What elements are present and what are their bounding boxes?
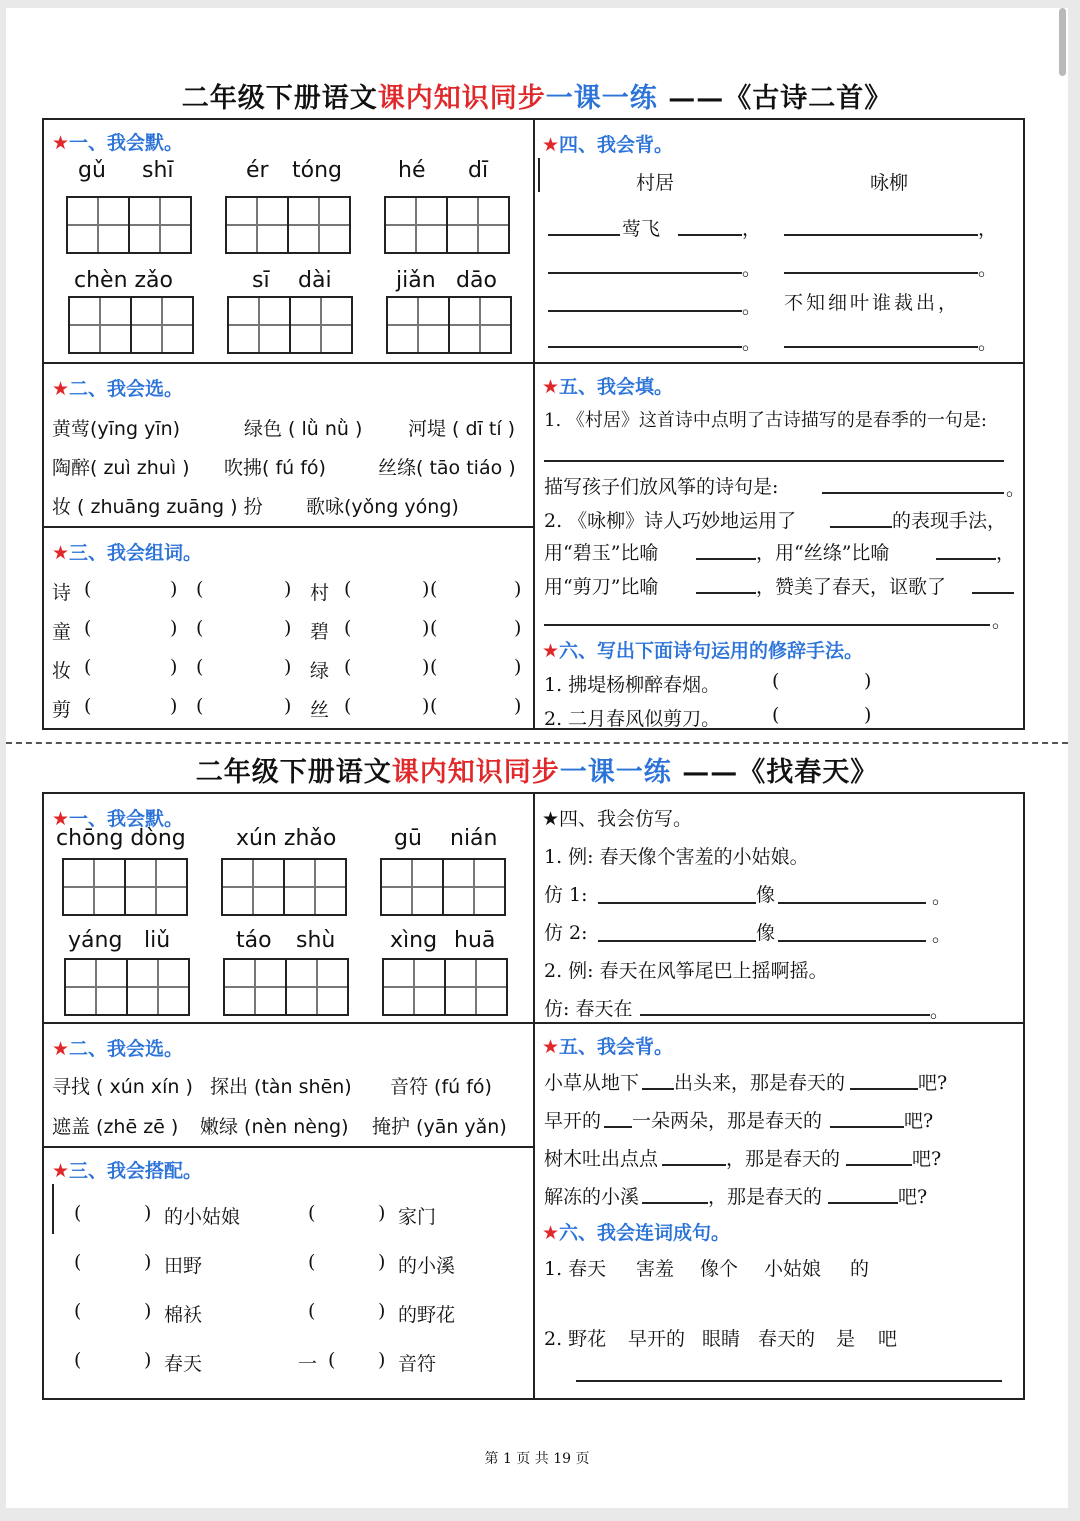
blank[interactable] [642, 1202, 708, 1204]
pinyin: shù [296, 928, 336, 953]
question: 2. 例: 春天在风筝尾巴上摇啊摇。 [544, 960, 828, 982]
blank[interactable] [662, 1164, 726, 1166]
blank[interactable] [548, 272, 742, 274]
blank[interactable] [696, 558, 756, 560]
pinyin: yáng [68, 928, 123, 953]
bracket[interactable]: ) [144, 1202, 152, 1224]
bracket[interactable]: ( [308, 1300, 316, 1322]
blank[interactable] [828, 1202, 898, 1204]
bracket[interactable]: ( [196, 695, 204, 717]
punct: 。 [932, 924, 952, 946]
phrase: 的小溪 [398, 1255, 456, 1277]
s2-6-heading: ★六、我会连词成句。 [542, 1222, 731, 1244]
blank[interactable] [598, 940, 756, 942]
bracket[interactable]: ) [144, 1251, 152, 1273]
question: 2. 二月春风似剪刀。 [544, 708, 721, 730]
bracket[interactable]: ) [284, 617, 292, 639]
bracket[interactable]: ( [84, 656, 92, 678]
bracket[interactable]: ( [344, 617, 352, 639]
bracket[interactable]: ( [74, 1300, 82, 1322]
sheet2-hline-l1 [42, 1022, 534, 1024]
blank[interactable] [778, 902, 926, 904]
blank[interactable] [678, 234, 742, 236]
bracket[interactable]: ) [422, 578, 430, 600]
label: 仿 1: [544, 884, 588, 906]
phrase: 田野 [164, 1255, 203, 1277]
blank[interactable] [548, 310, 742, 312]
bracket[interactable]: ( [772, 704, 780, 726]
question: ，赞美了春天，讴歌了 [756, 576, 947, 598]
choice-item: 音符 (fú fó) [390, 1076, 492, 1098]
bracket[interactable]: ( [196, 656, 204, 678]
pinyin: chōng dòng [56, 826, 186, 851]
sheet2-divider [533, 792, 535, 1400]
bracket[interactable]: ) [514, 656, 522, 678]
writing-box[interactable] [223, 958, 349, 1016]
question: ，用“丝绦”比喻 [756, 542, 890, 564]
word: 像个 [700, 1258, 739, 1280]
pinyin: chèn zǎo [74, 268, 173, 293]
text: 吧? [918, 1072, 948, 1094]
pinyin: dài [298, 268, 332, 293]
phrase: 的小姑娘 [164, 1206, 241, 1228]
bracket[interactable]: ) [144, 1349, 152, 1371]
label: 仿: 春天在 [544, 998, 633, 1020]
bracket[interactable]: ) [514, 578, 522, 600]
s2-3-heading: ★三、我会搭配。 [52, 1160, 203, 1182]
poem-text: 莺飞 [622, 218, 661, 240]
punct: 。 [978, 258, 998, 280]
phrase: 的野花 [398, 1304, 456, 1326]
blank[interactable] [544, 460, 1004, 462]
bracket[interactable]: ) [422, 695, 430, 717]
word: 1. 春天 [544, 1258, 607, 1280]
poem-title: 村居 [636, 172, 675, 194]
punct: ， [742, 218, 762, 240]
sheet2-hline-r1 [533, 1022, 1025, 1024]
writing-box[interactable] [225, 196, 351, 254]
writing-box[interactable] [380, 858, 506, 916]
bracket[interactable]: ( [772, 670, 780, 692]
writing-box[interactable] [386, 296, 512, 354]
bracket[interactable]: ( [84, 578, 92, 600]
punct: 。 [742, 332, 762, 354]
pinyin: jiǎn [396, 268, 436, 293]
punct: 。 [742, 296, 762, 318]
word: 害羞 [636, 1258, 675, 1280]
pinyin: gǔ [78, 158, 106, 183]
question: 2. 《咏柳》诗人巧妙地运用了 [544, 510, 797, 532]
blank[interactable] [846, 1164, 912, 1166]
blank[interactable] [548, 346, 742, 348]
text: 早开的 [544, 1110, 602, 1132]
punct: 。 [992, 610, 1012, 632]
pinyin: tóng [292, 158, 342, 183]
blank[interactable] [696, 592, 756, 594]
blank[interactable] [784, 346, 978, 348]
s2-4-heading: ★四、我会仿写。 [542, 808, 693, 830]
text: 像 [756, 922, 776, 944]
poem-title: 咏柳 [870, 172, 909, 194]
bracket[interactable]: ( [344, 578, 352, 600]
question: 的表现手法， [892, 510, 1007, 532]
margin-mark [538, 158, 540, 192]
pinyin: dāo [456, 268, 497, 293]
blank[interactable] [548, 234, 620, 236]
text: 解冻的小溪 [544, 1186, 640, 1208]
word: 是 [836, 1328, 856, 1350]
s2-5-heading: ★五、我会背。 [542, 1036, 674, 1058]
bracket[interactable]: ) [284, 578, 292, 600]
bracket[interactable]: ) [170, 578, 178, 600]
sheet1-divider [533, 118, 535, 730]
text: 吧? [898, 1186, 928, 1208]
phrase: 春天 [164, 1353, 203, 1375]
blank[interactable] [850, 1088, 918, 1090]
blank[interactable] [822, 492, 1004, 494]
bracket[interactable]: ( [344, 695, 352, 717]
word: 2. 野花 [544, 1328, 607, 1350]
char: 诗 [52, 582, 72, 604]
sheet1-hline-l2 [42, 526, 534, 528]
s1-3-heading: ★三、我会组词。 [52, 542, 203, 564]
punct: 。 [930, 1000, 950, 1022]
text: 树木吐出点点 [544, 1148, 659, 1170]
writing-box[interactable] [62, 858, 188, 916]
blank[interactable] [830, 1126, 904, 1128]
bracket[interactable]: ( [74, 1251, 82, 1273]
bracket[interactable]: ( [430, 617, 438, 639]
bracket[interactable]: ) [378, 1202, 386, 1224]
text: 出头来，那是春天的 [674, 1072, 846, 1094]
bracket[interactable]: ) [864, 670, 872, 692]
writing-box[interactable] [66, 196, 192, 254]
question: 用“碧玉”比喻 [544, 542, 659, 564]
bracket[interactable]: ( [196, 578, 204, 600]
writing-box[interactable] [227, 296, 353, 354]
choice-item: 丝绦( tāo tiáo ) [378, 457, 516, 479]
label: 仿 2: [544, 922, 588, 944]
text: ，那是春天的 [726, 1148, 841, 1170]
word: 小姑娘 [764, 1258, 822, 1280]
text: 一朵两朵，那是春天的 [632, 1110, 823, 1132]
bracket[interactable]: ) [378, 1349, 386, 1371]
char: 碧 [310, 621, 330, 643]
sheet1-hline-r1 [533, 362, 1025, 364]
pinyin: liǔ [144, 928, 171, 953]
phrase: 音符 [398, 1353, 437, 1375]
char: 丝 [310, 699, 330, 721]
text: ，那是春天的 [708, 1186, 823, 1208]
word: 春天的 [758, 1328, 816, 1350]
bracket[interactable]: ) [170, 695, 178, 717]
blank[interactable] [640, 1014, 930, 1016]
char: 剪 [52, 699, 72, 721]
bracket[interactable]: ( [308, 1251, 316, 1273]
bracket[interactable]: ( [430, 578, 438, 600]
bracket[interactable]: ( [308, 1202, 316, 1224]
writing-box[interactable] [382, 958, 508, 1016]
choice-item: 嫩绿 (nèn nèng) [200, 1116, 349, 1138]
word: 的 [850, 1258, 870, 1280]
s2-1-heading: ★一、我会默。 [52, 808, 184, 830]
bracket[interactable]: ( [430, 695, 438, 717]
pinyin: dī [468, 158, 489, 183]
blank[interactable] [544, 624, 990, 626]
blank[interactable] [784, 234, 978, 236]
bracket[interactable]: ) [378, 1300, 386, 1322]
question: 描写孩子们放风筝的诗句是: [544, 476, 779, 498]
text: 吧? [912, 1148, 942, 1170]
bracket[interactable]: ) [284, 656, 292, 678]
text: 像 [756, 884, 776, 906]
text: 吧? [904, 1110, 934, 1132]
blank[interactable] [936, 558, 996, 560]
sheet1-hline-l1 [42, 362, 534, 364]
blank[interactable] [778, 940, 926, 942]
punct: ， [996, 542, 1016, 564]
phrase: 家门 [398, 1206, 437, 1228]
pinyin: gū [394, 826, 422, 851]
bracket[interactable]: ) [144, 1300, 152, 1322]
pinyin: nián [450, 826, 498, 851]
punct: 。 [1006, 478, 1026, 500]
phrase: 棉袄 [164, 1304, 203, 1326]
s1-5-heading: ★五、我会填。 [542, 376, 674, 398]
bracket[interactable]: ) [514, 695, 522, 717]
scrollbar[interactable] [1059, 8, 1066, 76]
bracket[interactable]: ) [284, 695, 292, 717]
poem-text: 不知细叶谁裁出， [784, 292, 961, 314]
s1-4-heading: ★四、我会背。 [542, 134, 674, 156]
choice-item: 吹拂( fú fó) [224, 457, 326, 479]
pinyin: shī [142, 158, 174, 183]
question: 1. 例: 春天像个害羞的小姑娘。 [544, 846, 809, 868]
pinyin: hé [398, 158, 426, 183]
choice-item: 黄莺(yīng yīn) [52, 418, 181, 440]
word: 眼睛 [702, 1328, 741, 1350]
page-footer: 第 1 页 共 19 页 [484, 1451, 590, 1467]
answer-blank[interactable] [576, 1380, 1002, 1382]
bracket[interactable]: ) [864, 704, 872, 726]
writing-box[interactable] [64, 958, 190, 1016]
choice-item: 遮盖 (zhē zē ) [52, 1116, 179, 1138]
bracket[interactable]: ( [196, 617, 204, 639]
choice-item: 陶醉( zuì zhuì ) [52, 457, 190, 479]
pinyin: huā [454, 928, 496, 953]
bracket[interactable]: ( [84, 617, 92, 639]
sheet2-hline-l2 [42, 1146, 534, 1148]
sheet1-title: 二年级下册语文课内知识同步一课一练 ——《古诗二首》 [181, 83, 893, 114]
s1-6-heading: ★六、写出下面诗句运用的修辞手法。 [542, 640, 864, 662]
pinyin: xún zhǎo [236, 826, 337, 851]
bracket[interactable]: ) [170, 656, 178, 678]
blank[interactable] [830, 526, 892, 528]
pinyin: sī [252, 268, 270, 293]
choice-item: 河堤 ( dī tí ) [408, 418, 516, 440]
writing-box[interactable] [221, 858, 347, 916]
punct: 。 [742, 258, 762, 280]
punct: 。 [978, 332, 998, 354]
blank[interactable] [784, 272, 978, 274]
choice-item: 妆 ( zhuāng zuāng ) 扮 [52, 496, 263, 518]
char: 妆 [52, 660, 72, 682]
question: 用“剪刀”比喻 [544, 576, 659, 598]
bracket[interactable]: ) [378, 1251, 386, 1273]
choice-item: 寻找 ( xún xín ) [52, 1076, 193, 1098]
choice-item: 绿色 ( lǜ nǜ ) [244, 418, 363, 440]
text: 小草从地下 [544, 1072, 640, 1094]
choice-item: 掩护 (yān yǎn) [372, 1116, 507, 1138]
bracket[interactable]: ) [422, 656, 430, 678]
bracket[interactable]: ) [514, 617, 522, 639]
bracket[interactable]: ( [74, 1349, 82, 1371]
bracket[interactable]: ( [74, 1202, 82, 1224]
char: 村 [310, 582, 330, 604]
cut-line [6, 742, 1068, 744]
s1-2-heading: ★二、我会选。 [52, 378, 184, 400]
choice-item: 歌咏(yǒng yóng) [306, 496, 459, 518]
sheet2-title: 二年级下册语文课内知识同步一课一练 ——《找春天》 [195, 757, 879, 788]
blank[interactable] [972, 592, 1014, 594]
word: 早开的 [628, 1328, 686, 1350]
bracket[interactable]: ) [170, 617, 178, 639]
writing-box[interactable] [68, 296, 194, 354]
s1-1-heading: ★一、我会默。 [52, 132, 184, 154]
pinyin: táo [236, 928, 272, 953]
bracket[interactable]: ( [344, 656, 352, 678]
question: 1. 拂堤杨柳醉春烟。 [544, 674, 721, 696]
blank[interactable] [604, 1126, 632, 1128]
worksheet-page [6, 8, 1068, 1508]
char: 绿 [310, 660, 330, 682]
punct: ， [978, 218, 998, 240]
char: 童 [52, 621, 72, 643]
s2-2-heading: ★二、我会选。 [52, 1038, 184, 1060]
bracket[interactable]: ( [328, 1349, 336, 1371]
bracket[interactable]: ) [422, 617, 430, 639]
text: 一 [298, 1353, 318, 1375]
pinyin: xìng [390, 928, 438, 953]
pinyin: ér [246, 158, 269, 183]
blank[interactable] [598, 902, 756, 904]
blank[interactable] [642, 1088, 674, 1090]
choice-item: 探出 (tàn shēn) [210, 1076, 352, 1098]
bracket[interactable]: ( [84, 695, 92, 717]
margin-mark [52, 1184, 54, 1234]
bracket[interactable]: ( [430, 656, 438, 678]
writing-box[interactable] [384, 196, 510, 254]
question: 1. 《村居》这首诗中点明了古诗描写的是春季的一句是: [544, 410, 987, 431]
word: 吧 [878, 1328, 898, 1350]
punct: 。 [932, 886, 952, 908]
